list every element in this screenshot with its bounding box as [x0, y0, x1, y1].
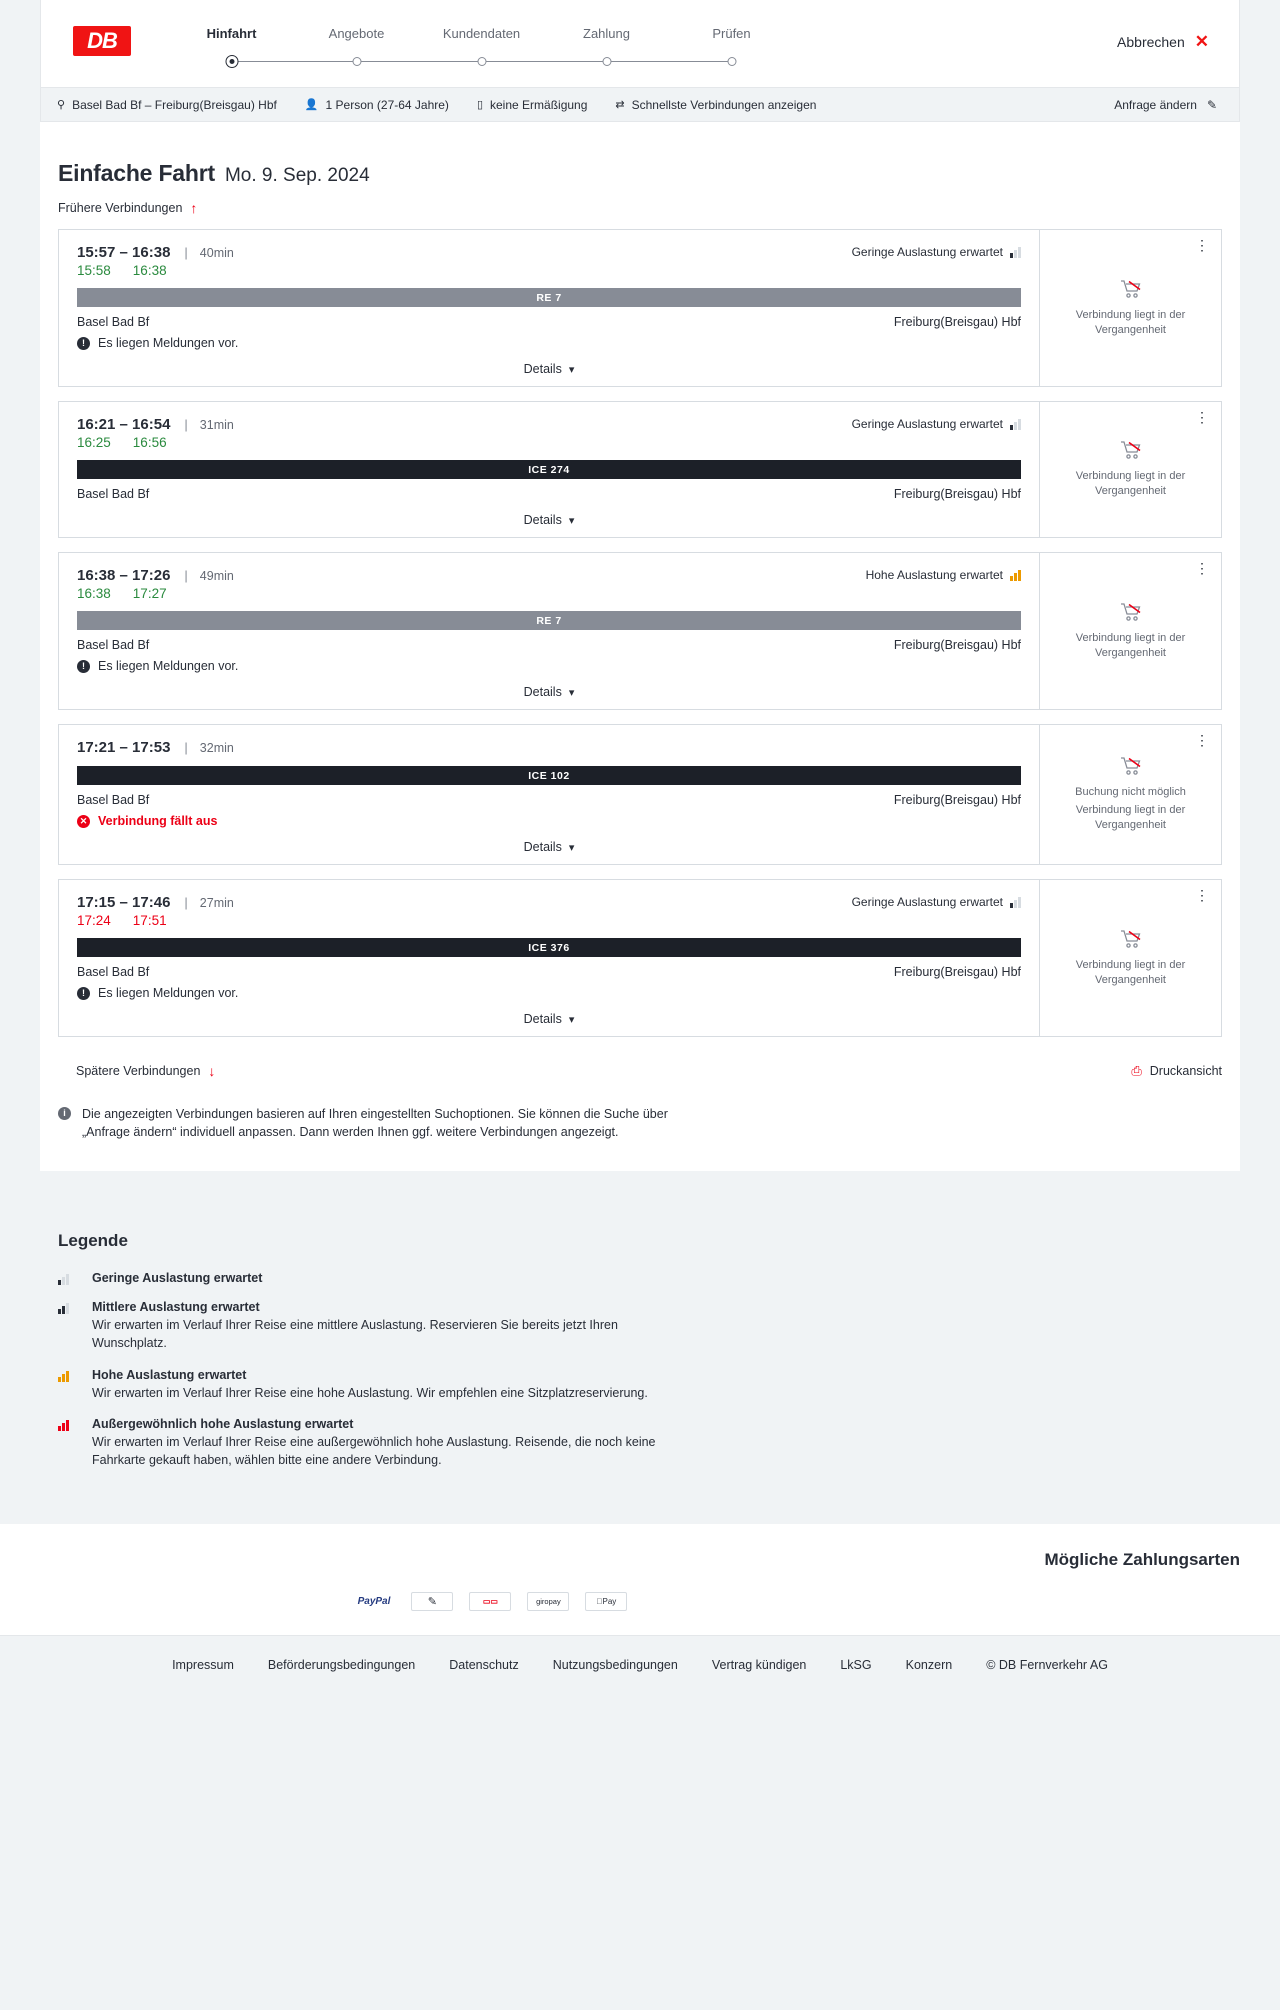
occupancy-icon: [1010, 897, 1021, 908]
wizard-step-line: [669, 61, 732, 62]
arrow-up-icon: ↑: [190, 200, 198, 216]
connection-card[interactable]: [58, 879, 1222, 1037]
summary-route: [57, 98, 277, 112]
legend-item-body: [92, 1271, 1222, 1297]
footer-link[interactable]: Beförderungsbedingungen: [267, 1657, 416, 1672]
utilization-indicator: [852, 895, 1021, 909]
details-label: Details: [523, 1012, 562, 1026]
list-footer-row: [40, 1051, 1240, 1079]
cart-disabled-icon: [1120, 756, 1142, 776]
db-logo: DB: [73, 26, 131, 56]
connection-details: [59, 230, 1040, 386]
search-info-note-text: Die angezeigten Verbindungen basieren auf Ihren eingestellten Suchoptionen. Sie können die Suche über „Anfrage ändern“ individuell anpassen. Dann werden Ihnen ggf. weitere Verbindungen angezeigt.: [82, 1107, 668, 1140]
wizard-header: [40, 0, 1240, 88]
destination-station: Freiburg(Breisgau) Hbf: [893, 487, 1021, 501]
summary-sorting: [615, 98, 816, 112]
alert-icon: !: [77, 987, 90, 1000]
paypal-icon: PayPal: [357, 1595, 391, 1607]
apple-pay-icon: Pay: [599, 1596, 614, 1606]
utilization-label: Hohe Auslastung erwartet: [865, 568, 1003, 582]
time-separator: |: [184, 740, 188, 755]
actual-arrival-time: 16:56: [132, 435, 167, 450]
chevron-down-icon: ▾: [568, 686, 575, 699]
legend-item-body: [92, 1417, 1222, 1481]
sort-icon: ⇄: [615, 99, 625, 111]
connection-booking-panel: [1040, 725, 1221, 864]
more-options-button[interactable]: ⋮: [1195, 732, 1209, 748]
booking-status-secondary: Verbindung liegt in der Vergangenheit: [1075, 958, 1186, 986]
print-view-button[interactable]: [1131, 1051, 1222, 1079]
summary-route-label: Basel Bad Bf – Freiburg(Breisgau) Hbf: [72, 97, 277, 112]
train-badge: RE 7: [77, 611, 1021, 630]
connection-details: [59, 880, 1040, 1036]
planned-times: 16:21 – 16:54: [77, 416, 171, 433]
duration-label: 49min: [199, 568, 234, 583]
location-pin-icon: ⚲: [57, 99, 66, 111]
wizard-step-1[interactable]: [169, 26, 294, 69]
later-connections-button[interactable]: [58, 1052, 215, 1078]
wizard-step-indicator: [544, 55, 669, 69]
booking-status-secondary: Verbindung liegt in der Vergangenheit: [1075, 308, 1186, 336]
pencil-icon: ✎: [1206, 97, 1217, 112]
connection-notice[interactable]: [77, 336, 1021, 350]
legend-occupancy-icon: [58, 1417, 74, 1481]
connection-notice[interactable]: [77, 659, 1021, 673]
cart-disabled-icon: [1120, 279, 1142, 299]
wizard-step-dot: [352, 57, 361, 66]
booking-status-secondary: Verbindung liegt in der Vergangenheit: [1075, 470, 1186, 497]
time-separator: |: [184, 417, 188, 432]
details-toggle[interactable]: [77, 513, 1021, 527]
utilization-indicator: [866, 568, 1021, 582]
cart-disabled-icon-wrap: [1120, 279, 1142, 299]
search-summary-bar: [40, 88, 1240, 122]
printer-icon: ⎙: [1131, 1063, 1142, 1078]
footer-link[interactable]: Konzern: [905, 1657, 953, 1672]
summary-passengers: [305, 98, 449, 112]
occupancy-icon: [58, 1371, 69, 1382]
actual-times: [77, 913, 1021, 928]
connection-notice-text: Es liegen Meldungen vor.: [98, 986, 239, 1000]
details-label: Details: [523, 840, 562, 854]
occupancy-icon: [58, 1274, 69, 1285]
utilization-label: Geringe Auslastung erwartet: [851, 417, 1003, 431]
legend-item-body: [92, 1368, 1222, 1414]
origin-station: Basel Bad Bf: [77, 638, 150, 652]
later-connections-label: Spätere Verbindungen: [76, 1064, 201, 1078]
time-separator: |: [184, 895, 188, 910]
booking-status-secondary: Verbindung liegt in der Vergangenheit: [1075, 631, 1186, 659]
duration-label: 40min: [199, 245, 234, 260]
connection-time-row: [77, 739, 1021, 756]
origin-station: Basel Bad Bf: [77, 793, 150, 807]
legend-item: [58, 1300, 1222, 1364]
utilization-label: Geringe Auslastung erwartet: [851, 245, 1003, 259]
wizard-step-4[interactable]: [544, 26, 669, 69]
booking-status-primary: Buchung nicht möglich: [1075, 786, 1186, 799]
destination-station: Freiburg(Breisgau) Hbf: [893, 315, 1021, 329]
legend-rows: [58, 1271, 1222, 1481]
alert-icon: !: [77, 337, 90, 350]
wizard-step-indicator: [419, 55, 544, 69]
details-toggle[interactable]: [77, 685, 1021, 699]
footer-link[interactable]: Nutzungsbedingungen: [552, 1657, 678, 1672]
connection-time-row: [77, 567, 1021, 584]
main-content: [40, 122, 1240, 1171]
legend-item-desc: Wir erwarten im Verlauf Ihrer Reise eine außergewöhnlich hohe Auslastung. Reisende, die noch keine Fahrkarte gekauft haben, wählen bitte eine andere Verbindung.: [92, 1434, 656, 1467]
print-view-label: Druckansicht: [1149, 1064, 1222, 1078]
chevron-down-icon: ▾: [568, 514, 575, 527]
payment-methods-title: Mögliche Zahlungsarten: [1044, 1549, 1240, 1569]
footer-link[interactable]: LkSG: [840, 1657, 872, 1672]
legend-item-body: [92, 1300, 1222, 1364]
occupancy-icon: [58, 1303, 69, 1314]
duration-label: 31min: [199, 417, 234, 432]
wizard-step-label: Hinfahrt: [206, 26, 257, 41]
cart-disabled-icon-wrap: [1120, 756, 1142, 776]
summary-sorting-label: Schnellste Verbindungen anzeigen: [631, 97, 817, 112]
station-row: [77, 638, 1021, 652]
giropay-icon: giropay: [536, 1596, 561, 1606]
search-info-note: [58, 1105, 718, 1141]
actual-arrival-time: 17:27: [132, 586, 167, 601]
cart-disabled-icon: [1120, 929, 1142, 949]
more-options-button[interactable]: ⋮: [1195, 887, 1209, 903]
station-row: [77, 315, 1021, 329]
more-options-button[interactable]: ⋮: [1195, 237, 1209, 253]
time-separator: |: [184, 245, 188, 260]
connection-card[interactable]: [58, 229, 1222, 387]
connection-notice-text: Es liegen Meldungen vor.: [98, 659, 239, 673]
legend-item-title: Außergewöhnlich hohe Auslastung erwartet: [92, 1416, 354, 1431]
destination-station: Freiburg(Breisgau) Hbf: [893, 638, 1021, 652]
footer-copyright: © DB Fernverkehr AG: [986, 1657, 1108, 1672]
connection-details: [59, 725, 1040, 864]
legend-occupancy-icon: [58, 1300, 74, 1364]
connection-details: [59, 402, 1040, 537]
cart-disabled-icon-wrap: [1120, 602, 1142, 622]
actual-times: [77, 586, 1021, 601]
destination-station: Freiburg(Breisgau) Hbf: [893, 793, 1021, 807]
earlier-connections-label: Frühere Verbindungen: [58, 201, 183, 215]
actual-arrival-time: 17:51: [132, 913, 167, 928]
summary-discount-label: keine Ermäßigung: [490, 97, 588, 112]
legend-item-title: Mittlere Auslastung erwartet: [92, 1300, 260, 1315]
utilization-indicator: [852, 245, 1021, 259]
legend-item-title: Hohe Auslastung erwartet: [92, 1367, 247, 1382]
connection-time-row: [77, 244, 1021, 261]
details-toggle[interactable]: [77, 1012, 1021, 1026]
page-title: [40, 122, 1240, 187]
planned-times: 17:15 – 17:46: [77, 894, 171, 911]
connection-notice[interactable]: [77, 986, 1021, 1000]
booking-status-secondary: Verbindung liegt in der Vergangenheit: [1075, 804, 1186, 831]
alert-icon: !: [77, 660, 90, 673]
footer-link[interactable]: Impressum: [172, 1657, 234, 1672]
wizard-step-indicator: [169, 55, 294, 69]
earlier-connections-button[interactable]: [40, 187, 197, 215]
payment-method-icon: [353, 1592, 396, 1611]
actual-departure-time: 15:58: [77, 263, 111, 278]
legend-item: [58, 1417, 1222, 1481]
change-request-label: Anfrage ändern: [1114, 97, 1197, 112]
payment-method-icon: [585, 1592, 627, 1611]
trip-date: Mo. 9. Sep. 2024: [224, 165, 370, 186]
train-badge: ICE 274: [77, 460, 1021, 479]
actual-departure-time: 16:38: [77, 586, 111, 601]
cart-disabled-icon-wrap: [1120, 929, 1142, 949]
utilization-indicator: [852, 417, 1021, 431]
cart-disabled-icon-wrap: [1120, 440, 1142, 460]
wizard-step-3[interactable]: [419, 26, 544, 69]
chevron-down-icon: ▾: [568, 1013, 575, 1026]
cancel-icon: ✕: [77, 815, 90, 828]
actual-arrival-time: 16:38: [132, 263, 167, 278]
wizard-step-label: Angebote: [328, 26, 385, 41]
connection-details: [59, 553, 1040, 709]
connection-list: [58, 229, 1222, 1037]
payment-method-icon: [527, 1592, 569, 1611]
close-icon: ✕: [1194, 32, 1209, 51]
station-row: [77, 793, 1021, 807]
occupancy-icon: [58, 1420, 69, 1431]
payment-icons: [0, 1592, 1280, 1611]
more-options-button[interactable]: ⋮: [1195, 560, 1209, 576]
wizard-step-dot: [602, 57, 611, 66]
wizard-step-label: Kundendaten: [442, 26, 521, 41]
wizard-step-dot: [225, 55, 238, 68]
planned-times: 17:21 – 17:53: [77, 739, 171, 756]
info-icon: i: [58, 1107, 71, 1120]
payment-methods-section: [0, 1524, 1280, 1635]
wizard-step-dot: [477, 57, 486, 66]
legend-item: [58, 1368, 1222, 1414]
connection-time-row: [77, 416, 1021, 433]
connection-notice-text: Verbindung fällt aus: [98, 814, 218, 828]
cart-disabled-icon: [1120, 602, 1142, 622]
station-row: [77, 965, 1021, 979]
credit-card-icon: ▭▭: [482, 1596, 498, 1606]
summary-passengers-label: 1 Person (27-64 Jahre): [325, 97, 449, 112]
destination-station: Freiburg(Breisgau) Hbf: [893, 965, 1021, 979]
payment-method-icon: [469, 1592, 511, 1611]
duration-label: 27min: [199, 895, 234, 910]
direct-debit-icon: ✎: [427, 1595, 438, 1608]
legend-item-desc: Wir erwarten im Verlauf Ihrer Reise eine mittlere Auslastung. Reservieren Sie bereits jetzt Ihren Wunschplatz.: [92, 1318, 618, 1351]
occupancy-icon: [1010, 247, 1021, 258]
details-label: Details: [523, 513, 562, 527]
train-badge: RE 7: [77, 288, 1021, 307]
actual-departure-time: 16:25: [77, 435, 111, 450]
connection-card[interactable]: [58, 401, 1222, 538]
cancel-button[interactable]: [1117, 33, 1209, 50]
legend-item-desc: Wir erwarten im Verlauf Ihrer Reise eine hohe Auslastung. Wir empfehlen eine Sitzplatzreservierung.: [92, 1385, 648, 1400]
connection-booking-panel: [1040, 402, 1221, 537]
payment-method-icon: [411, 1592, 453, 1611]
legend-item-title: Geringe Auslastung erwartet: [92, 1271, 263, 1286]
cart-disabled-icon: [1120, 440, 1142, 460]
card-icon: ▯: [476, 99, 483, 111]
utilization-label: Geringe Auslastung erwartet: [851, 895, 1003, 909]
legend-title: Legende: [58, 1231, 128, 1251]
details-label: Details: [523, 362, 562, 376]
connection-card[interactable]: [58, 552, 1222, 710]
connection-card[interactable]: [58, 724, 1222, 865]
trip-type-title: Einfache Fahrt: [58, 160, 215, 186]
person-icon: 👤: [304, 99, 319, 111]
footer-links: [0, 1658, 1280, 1672]
footer-link[interactable]: Datenschutz: [449, 1657, 519, 1672]
chevron-down-icon: ▾: [568, 363, 575, 376]
legend-section: [0, 1197, 1280, 1524]
chevron-down-icon: ▾: [568, 841, 575, 854]
train-badge: ICE 102: [77, 766, 1021, 785]
wizard-step-2[interactable]: [294, 26, 419, 69]
wizard-step-dot: [727, 57, 736, 66]
cancel-label: Abbrechen: [1117, 33, 1185, 50]
duration-label: 32min: [199, 740, 234, 755]
occupancy-icon: [1010, 570, 1021, 581]
connection-notice-text: Es liegen Meldungen vor.: [98, 336, 239, 350]
arrow-down-icon: ↓: [208, 1063, 216, 1079]
connection-booking-panel: [1040, 880, 1221, 1036]
wizard-steps: [169, 26, 794, 69]
origin-station: Basel Bad Bf: [77, 487, 150, 501]
legend-occupancy-icon: [58, 1368, 74, 1414]
actual-times: [77, 435, 1021, 450]
wizard-step-label: Prüfen: [712, 26, 751, 41]
origin-station: Basel Bad Bf: [77, 965, 150, 979]
wizard-step-5[interactable]: [669, 26, 794, 69]
planned-times: 16:38 – 17:26: [77, 567, 171, 584]
wizard-step-indicator: [294, 55, 419, 69]
actual-departure-time: 17:24: [77, 913, 111, 928]
details-label: Details: [523, 685, 562, 699]
station-row: [77, 487, 1021, 501]
time-separator: |: [184, 568, 188, 583]
connection-notice[interactable]: [77, 814, 1021, 828]
details-toggle[interactable]: [77, 362, 1021, 376]
legend-occupancy-icon: [58, 1271, 74, 1297]
train-badge: ICE 376: [77, 938, 1021, 957]
wizard-step-label: Zahlung: [583, 26, 630, 41]
change-request-button[interactable]: [1114, 98, 1217, 112]
occupancy-icon: [1010, 419, 1021, 430]
connection-time-row: [77, 894, 1021, 911]
more-options-button[interactable]: ⋮: [1195, 409, 1209, 425]
summary-discount: [477, 98, 587, 112]
connection-booking-panel: [1040, 553, 1221, 709]
actual-times: [77, 263, 1021, 278]
details-toggle[interactable]: [77, 840, 1021, 854]
footer-link[interactable]: Vertrag kündigen: [711, 1657, 807, 1672]
origin-station: Basel Bad Bf: [77, 315, 150, 329]
wizard-step-indicator: [669, 55, 794, 69]
legend-item: [58, 1271, 1222, 1297]
page-footer: [0, 1635, 1280, 1702]
wizard-step-line: [232, 61, 295, 62]
connection-booking-panel: [1040, 230, 1221, 386]
planned-times: 15:57 – 16:38: [77, 244, 171, 261]
